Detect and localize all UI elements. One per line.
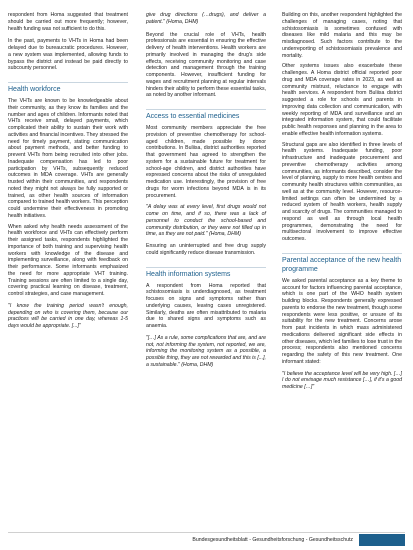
publisher-logo-icon	[359, 534, 405, 546]
interview-quote: "[…] As a rule, some complications that are, and are not, not informing the system, not reported, we are, informing the monitoring system as a possible, a possible thing, they are not rewarded and this is [...], a sustainable." (Homa, DHM)	[146, 334, 266, 368]
paragraph: We asked parental acceptance as a key theme to account for factors influencing parental acceptance, which is one part of the WHO health system building blocks. Respondents generally expressed parents to endorse the new treatment, though some respondents were less positive, or unsure of its suitability for the new treatment. Concerns arose from past incidents in which mass administered medications delivered significant side effects in other diseases, which led families to lose trust in the process; respondents also mentioned concerns regarding the safety of this new treatment. One informant stated:	[282, 277, 402, 365]
page-footer	[0, 528, 413, 550]
interview-quote: "I believe the acceptance level will be very high. […] I do not envisage much resistance […], if it's a good medicine […]"	[282, 370, 402, 390]
section-heading-parental-acceptance: Parental acceptance of the new health programme	[282, 253, 402, 274]
paragraph: A respondent from Homa reported that schistosomiasis is underdiagnosed, as treatment focuses on signs and symptoms rather than underlying causes, leaving cases unregistered. Similarly, deaths are often misattributed to malaria due to shared signs and symptoms such as anaemia.	[146, 282, 266, 329]
paragraph: In the past, payments to VHTs in Homa had been delayed due to bureaucratic procedures. However, a new system was implemented, allowing funds to bypass the district and instead be paid directly to subcounty personnel.	[8, 38, 128, 72]
paragraph: Other systems issues also exacerbate these challenges. A Homa district official reported poor drug and MDA coverage rates in 2023, as well as community mistrust, reluctance to engage with health services. A respondent from Buliisa district suggested a role for schools and parents in improving data collection and communication, with weekly reporting of MDA and surveillance and an integrated information system, that could facilitate public health responses and planning in the area to enable effective health information systems.	[282, 63, 402, 137]
paragraph: respondent from Homa suggested that treatment should be carried out more frequently; however, health funding was not sufficient to do this.	[8, 12, 128, 32]
paragraph: The VHTs are known to be knowledgeable about their community, as they know its families and the number and ages of children. Informants noted that VHTs receive small, delayed payments, which complicated their ability to sustain their work with activities and financial incentives. They stressed the need for timely payment, stating communication about payment methods, and better funding to prevent VHTs from being recruited into other jobs. Inadequate compensation has led to poor participation by VHTs, subsequently reduced outcomes in MDA coverage. VHTs are generally trusted within their communities, and respondents noted they might not always be fully supported or trained, as other health sources of information compared to trained health workers. This perception could undermine their effectiveness in promoting health initiatives.	[8, 98, 128, 219]
text-column-2	[146, 12, 266, 369]
paragraph: When asked why health needs assessment of the health workforce and VHTs can effectively perform their assigned tasks, respondents highlighted the importance of both training and supervising health workers with knowledge of the disease and implementing surveillance, along with feedback on their performance. Some informants emphasized the need for more appropriate VHT training. Training sessions are often limited to a single day, covering practical learning on disease, treatment, control strategies, and case management.	[8, 223, 128, 297]
footer-divider	[8, 532, 405, 533]
paragraph: Beyond the crucial role of VHTs, health professionals are essential in ensuring the effective delivery of health interventions. Health workers are primarily involved in managing the drug's side effects, receiving community monitoring and case detection and management through the training components. However, insufficient funding for wages and recruitment planning at regular intervals hinders their ability to perform these essential tasks, as noted by another informant.	[146, 31, 266, 99]
section-heading-essential-medicines: Access to essential medicines	[146, 109, 266, 121]
paragraph: Ensuring an uninterrupted and free drug supply could significantly reduce disease transmission.	[146, 243, 266, 256]
paragraph: Most community members appreciate the free provision of preventive chemotherapy for school-aged children, made possible by donor contributions. In Buliisa, district authorities reported that government has agreed to strengthen the system for a sustainable future for treatment for school-age children, and district authorities have expressed concerns about the risks of unregulated medication use. Interestingly, the provision of free drugs for worm infections beyond MDA is in its procurement.	[146, 125, 266, 199]
text-column-3	[282, 12, 402, 391]
paragraph: Building on this, another respondent highlighted the challenges of managing cases, noting that schistosomiasis is sometimes confused with diseases like mild malaria and this may be misdiagnosed. Such factors contribute to the underreporting of schistosomiasis prevalence and mortality.	[282, 12, 402, 59]
section-heading-health-workforce: Health workforce	[8, 82, 128, 94]
interview-quote: "I know the training period wasn't enough, depending on who is covering them, because our practices will be carried in one day, whereas 1-5 days would be appropriate. [...]"	[8, 302, 128, 329]
interview-quote: "A delay was at every level, first drugs would not come on time, and if so, there was a lack of personnel to conduct the school-based and community distribution, or they were not filled up in time, as they are not paid." (Homa, DHM)	[146, 204, 266, 238]
paragraph: Structural gaps are also identified in three levels of health systems. Inadequate funding, poor infrastructure and inadequate procurement and preventive chemotherapy activities among communities, as informants described, consider the level of planning, supply to more health centres and community health structures within communities, as well as at the community level. However, resource-limited settings can often be undermined by a reduced system of health workers, health supply and scarcity of drugs. The communities managed to respond as well as through local health programmes, demonstrating the need for multisectoral involvement to improve effective outcomes.	[282, 141, 402, 242]
interview-quote: give drug directions (…drugs), and deliver a patient." (Homa, DHM)	[146, 12, 266, 25]
journal-name: Bundesgesundheitsblatt - Gesundheitsforschung - Gesundheitsschutz	[192, 537, 353, 543]
section-heading-health-information-systems: Health information systems	[146, 267, 266, 279]
text-column-1	[8, 12, 128, 330]
